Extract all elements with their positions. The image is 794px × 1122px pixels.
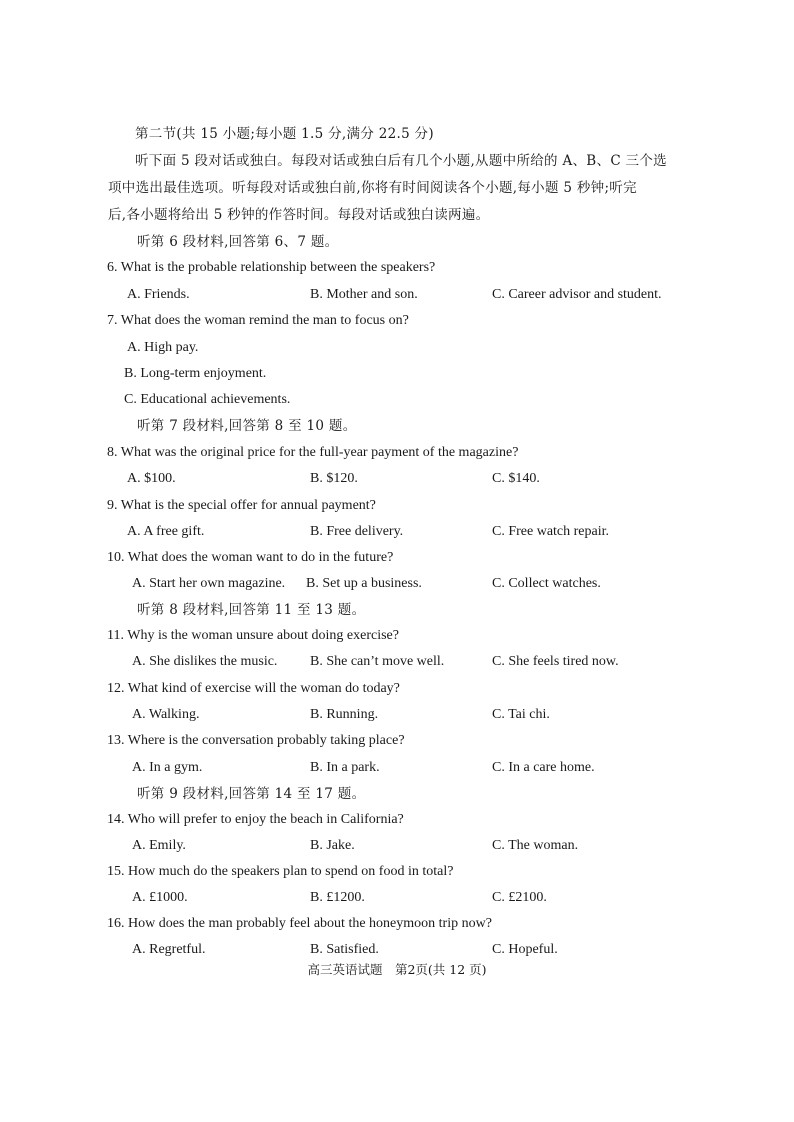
group-heading-6: 听第 6 段材料,回答第 6、7 题。 (137, 234, 339, 250)
question-13-stem: 13. Where is the conversation probably taking place? (107, 733, 405, 748)
question-8-option-b: B. $120. (310, 471, 358, 486)
question-16-option-a: A. Regretful. (132, 942, 206, 957)
question-12-stem: 12. What kind of exercise will the woman do today? (107, 681, 400, 696)
question-11-stem: 11. Why is the woman unsure about doing exercise? (107, 628, 399, 643)
instructions-line-3: 后,各小题将给出 5 秒钟的作答时间。每段对话或独白读两遍。 (108, 207, 490, 223)
question-9-option-c: C. Free watch repair. (492, 524, 610, 539)
question-11-option-a: A. She dislikes the music. (132, 654, 278, 669)
group-heading-9: 听第 9 段材料,回答第 14 至 17 题。 (137, 786, 366, 802)
question-6-stem: 6. What is the probable relationship between the speakers? (107, 260, 436, 275)
question-12-option-b: B. Running. (310, 707, 379, 722)
question-15-option-a: A. £1000. (132, 890, 188, 905)
question-11-option-c: C. She feels tired now. (492, 654, 619, 669)
question-6-option-c: C. Career advisor and student. (492, 287, 662, 302)
question-9-stem: 9. What is the special offer for annual payment? (107, 498, 376, 513)
question-10-option-b: B. Set up a business. (306, 576, 422, 591)
question-14-option-c: C. The woman. (492, 838, 579, 853)
group-heading-8: 听第 8 段材料,回答第 11 至 13 题。 (137, 602, 366, 618)
question-10-stem: 10. What does the woman want to do in the future? (107, 550, 394, 565)
instructions-line-1: 听下面 5 段对话或独白。每段对话或独白后有几个小题,从题中所给的 A、B、C 三个选 (135, 153, 667, 169)
group-heading-7: 听第 7 段材料,回答第 8 至 10 题。 (137, 418, 357, 434)
question-15-stem: 15. How much do the speakers plan to spend on food in total? (107, 864, 454, 879)
question-13-option-c: C. In a care home. (492, 760, 595, 775)
section-title: 第二节(共 15 小题;每小题 1.5 分,满分 22.5 分) (135, 126, 434, 142)
question-13-option-b: B. In a park. (310, 760, 380, 775)
question-9-option-a: A. A free gift. (127, 524, 205, 539)
question-14-stem: 14. Who will prefer to enjoy the beach in California? (107, 812, 404, 827)
question-15-option-c: C. £2100. (492, 890, 547, 905)
question-14-option-a: A. Emily. (132, 838, 186, 853)
question-7-option-b: B. Long-term enjoyment. (124, 366, 267, 381)
question-12-option-c: C. Tai chi. (492, 707, 550, 722)
instructions-line-2: 项中选出最佳选项。听每段对话或独白前,你将有时间阅读各个小题,每小题 5 秒钟;听完 (108, 180, 637, 196)
question-7-option-a: A. High pay. (127, 340, 199, 355)
question-10-option-a: A. Start her own magazine. (132, 576, 286, 591)
question-7-option-c: C. Educational achievements. (124, 392, 291, 407)
question-10-option-c: C. Collect watches. (492, 576, 601, 591)
question-8-option-a: A. $100. (127, 471, 176, 486)
question-14-option-b: B. Jake. (310, 838, 355, 853)
question-8-option-c: C. $140. (492, 471, 540, 486)
page-footer: 高三英语试题 第2页(共 12 页) (307, 962, 487, 977)
question-16-stem: 16. How does the man probably feel about the honeymoon trip now? (107, 916, 492, 931)
question-8-stem: 8. What was the original price for the full-year payment of the magazine? (107, 445, 519, 460)
question-16-option-b: B. Satisfied. (310, 942, 379, 957)
question-13-option-a: A. In a gym. (132, 760, 203, 775)
question-11-option-b: B. She can’t move well. (310, 654, 445, 669)
question-6-option-b: B. Mother and son. (310, 287, 418, 302)
question-9-option-b: B. Free delivery. (310, 524, 404, 539)
question-12-option-a: A. Walking. (132, 707, 200, 722)
question-16-option-c: C. Hopeful. (492, 942, 558, 957)
question-15-option-b: B. £1200. (310, 890, 365, 905)
question-6-option-a: A. Friends. (127, 287, 190, 302)
question-7-stem: 7. What does the woman remind the man to focus on? (107, 313, 409, 328)
